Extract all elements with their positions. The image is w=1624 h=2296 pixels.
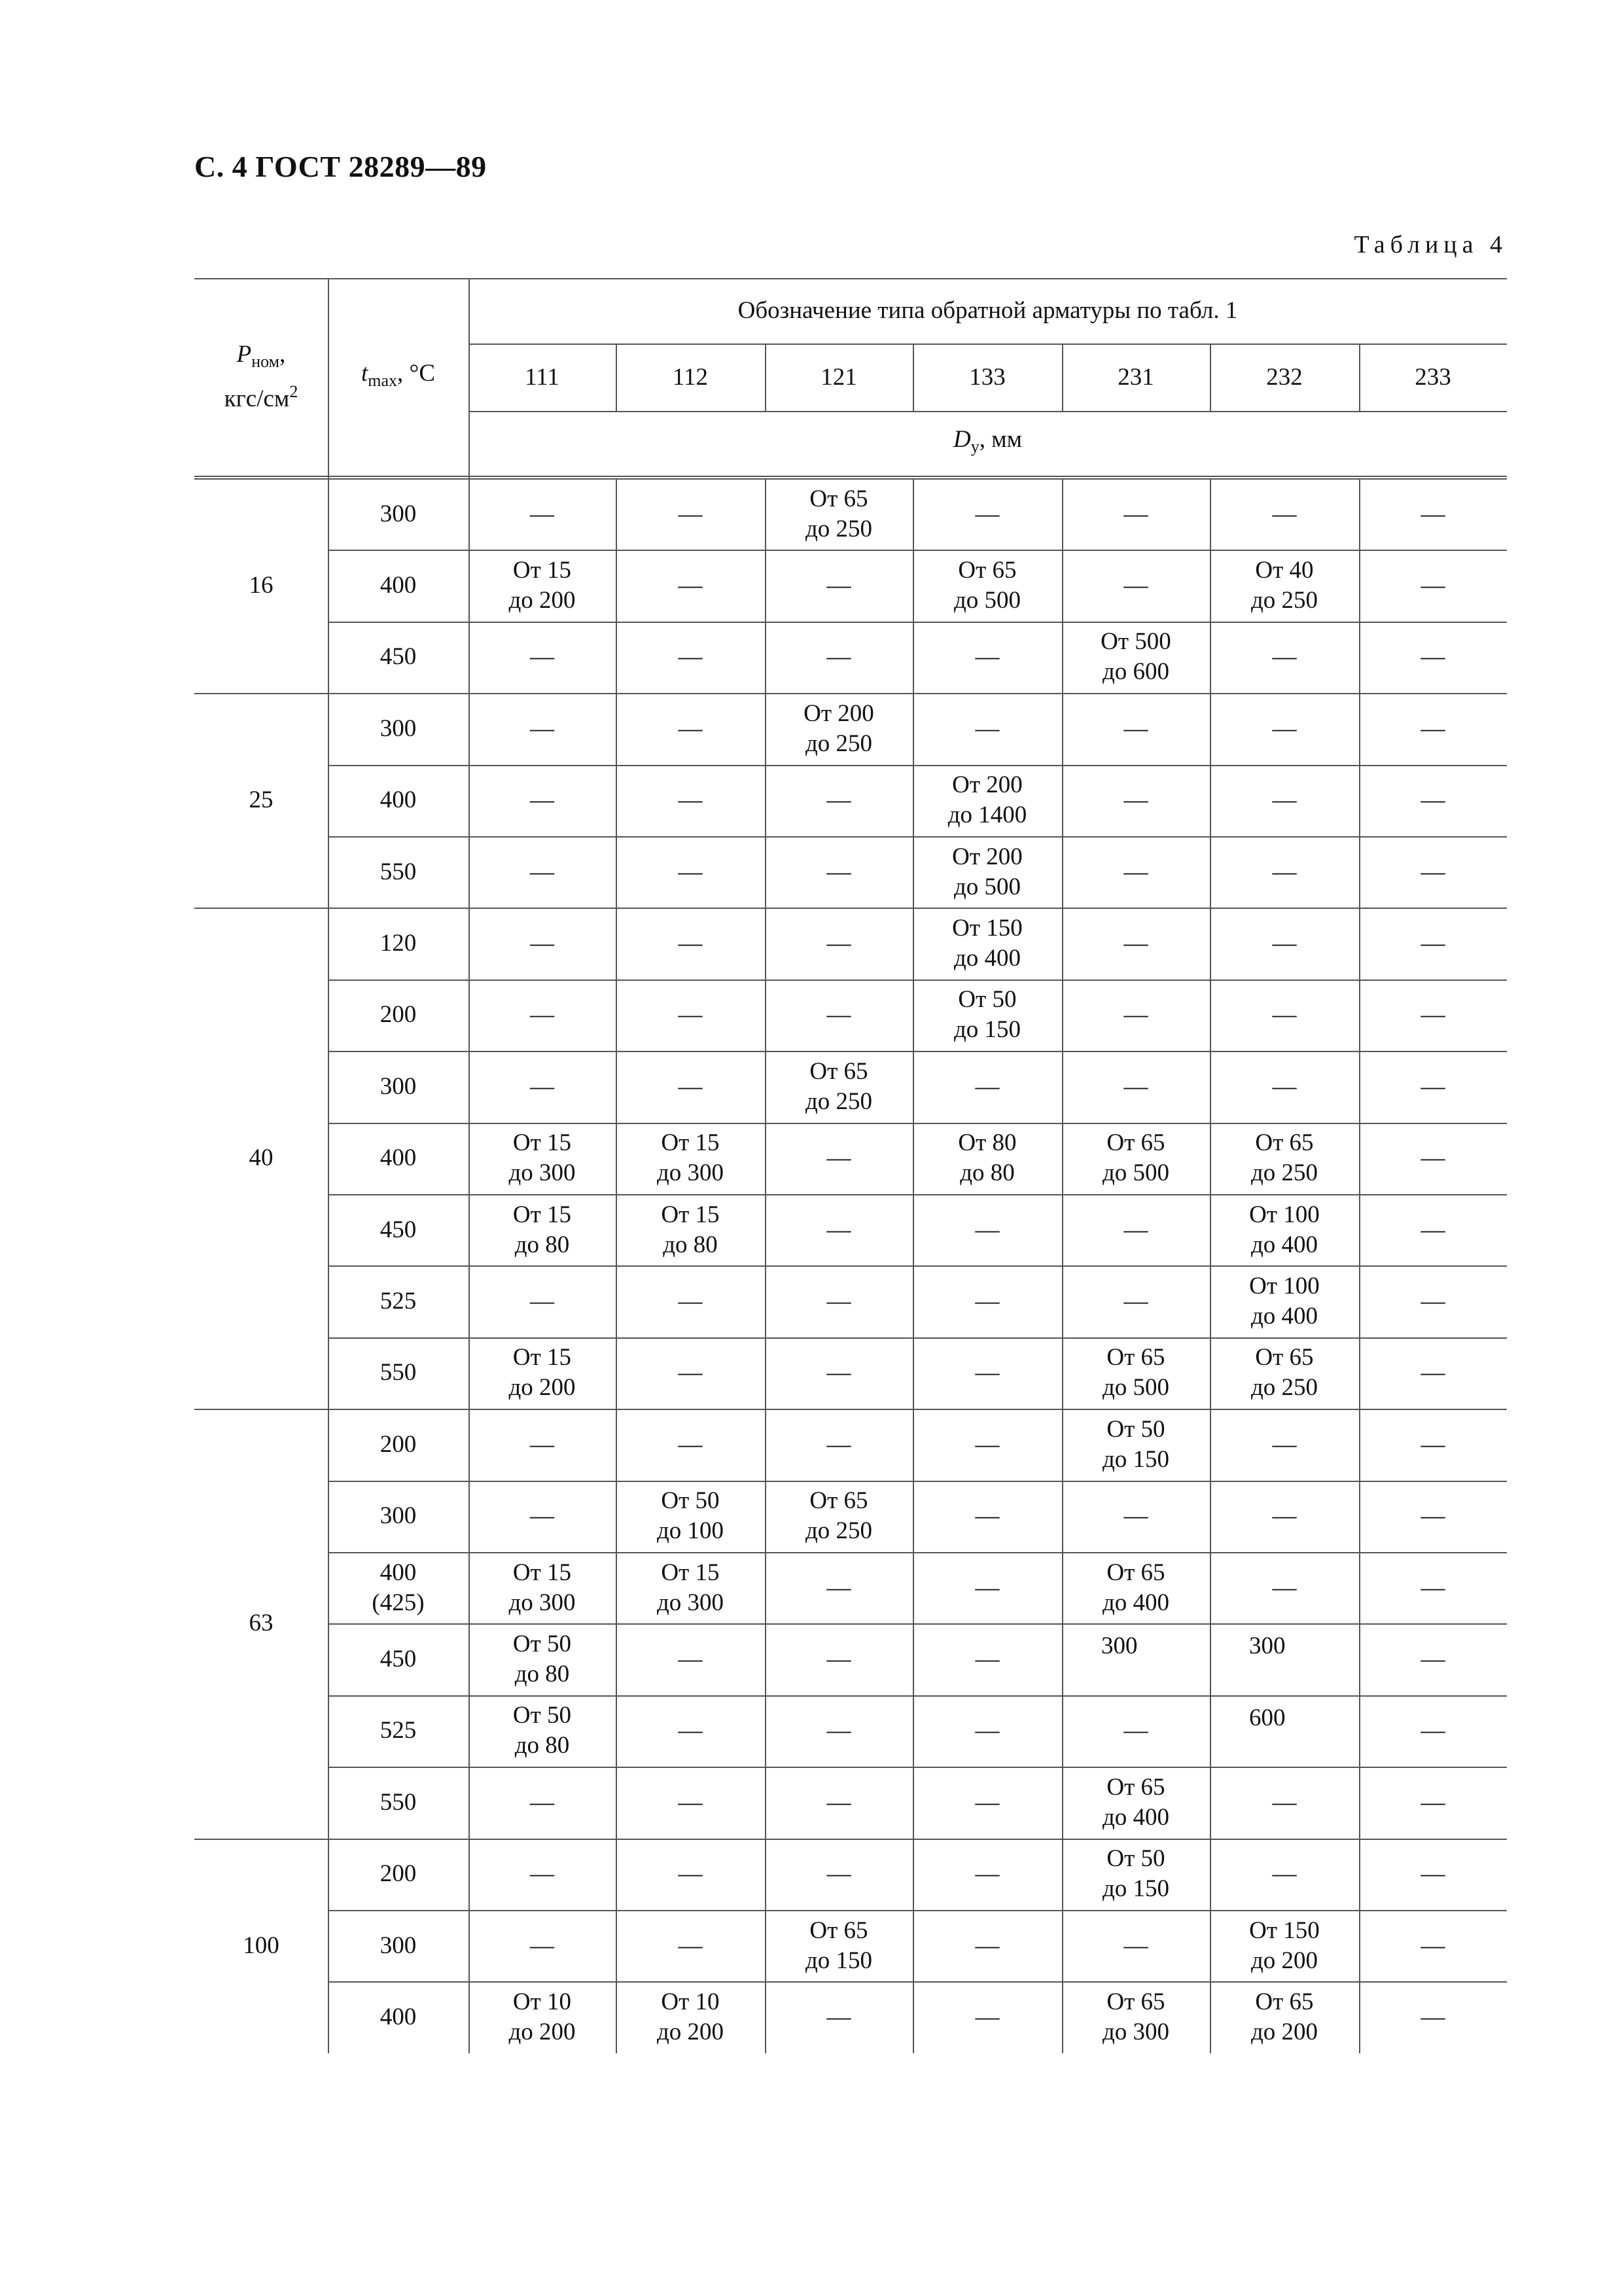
- temperature-cell: 300: [380, 500, 417, 527]
- dy-cell: —: [1123, 1216, 1148, 1243]
- type-header-112: 112: [672, 363, 709, 391]
- dy-cell: —: [975, 1502, 1000, 1530]
- dy-cell: От 10 до 200: [508, 1988, 576, 2046]
- temperature-header: [328, 278, 468, 476]
- dy-cell: —: [1123, 715, 1148, 742]
- dy-cell: От 65 до 150: [805, 1916, 873, 1974]
- dy-cell: —: [530, 786, 554, 814]
- dy-cell: —: [975, 1932, 1000, 1959]
- dy-cell: —: [1272, 930, 1297, 957]
- dy-cell: От 10 до 200: [656, 1988, 724, 2046]
- temperature-cell: 525: [380, 1717, 417, 1744]
- temperature-cell: 200: [380, 1001, 417, 1029]
- dy-cell: —: [826, 643, 851, 671]
- dy-cell: От 200 до 1400: [947, 771, 1027, 829]
- dy-cell: От 200 до 250: [803, 699, 874, 757]
- dy-cell: —: [1421, 572, 1445, 599]
- dy-cell: —: [530, 500, 554, 527]
- temperature-subscript: max: [368, 370, 398, 390]
- dy-cell: —: [1272, 1860, 1297, 1888]
- dy-cell: —: [1421, 1932, 1445, 1959]
- dy-cell: —: [678, 572, 703, 599]
- dy-cell: От 65 до 500: [1102, 1344, 1170, 1402]
- dy-cell: От 50 до 150: [1102, 1845, 1170, 1903]
- dy-cell: От 50 до 150: [953, 986, 1021, 1044]
- dy-cell: От 65 до 250: [1250, 1129, 1318, 1187]
- body-col-rule: [913, 478, 914, 2053]
- temperature-cell: 450: [380, 1216, 417, 1243]
- type-header-231: 231: [1118, 363, 1154, 391]
- dy-cell: От 80 до 80: [958, 1129, 1017, 1187]
- dy-cell: —: [1272, 1072, 1297, 1100]
- dy-cell: —: [678, 715, 703, 742]
- pressure-symbol: P: [236, 341, 252, 368]
- type-header-233: 233: [1415, 363, 1451, 391]
- dy-cell: —: [975, 1717, 1000, 1744]
- temperature-cell: 400: [380, 2004, 417, 2031]
- pressure-cell: 16: [249, 572, 274, 599]
- temperature-cell: 300: [380, 1072, 417, 1100]
- dy-cell: От 50 до 80: [512, 1631, 572, 1688]
- temperature-unit: , °C: [397, 359, 436, 387]
- dy-cell: —: [826, 1144, 851, 1172]
- dy-cell: —: [1123, 1502, 1148, 1530]
- dy-cell: От 65 до 400: [1102, 1773, 1170, 1831]
- dy-cell: —: [530, 858, 554, 885]
- dy-cell: —: [1421, 1359, 1445, 1386]
- pressure-cell: 63: [249, 1610, 274, 1637]
- dy-cell: —: [1123, 1288, 1148, 1315]
- temperature-cell: 450: [380, 1646, 417, 1673]
- dy-cell: —: [1421, 1717, 1445, 1744]
- type-header-111: 111: [525, 363, 559, 391]
- dy-cell: —: [826, 1430, 851, 1458]
- type-header-col-rule: [765, 344, 766, 411]
- dy-cell: —: [1272, 500, 1297, 527]
- header-rule-2: [468, 411, 1507, 412]
- table-top-rule: [194, 278, 1507, 279]
- dy-cell: От 50 до 80: [512, 1702, 572, 1759]
- dy-cell: —: [1421, 1001, 1445, 1029]
- type-header-col-rule: [1210, 344, 1211, 411]
- dy-cell: От 15 до 200: [508, 557, 576, 614]
- dy-cell: —: [826, 858, 851, 885]
- dy-cell: —: [530, 1860, 554, 1888]
- col-rule-1: [328, 278, 329, 2053]
- dy-cell: —: [678, 1359, 703, 1386]
- dy-cell: —: [1421, 2004, 1445, 2031]
- dy-cell: —: [1421, 1646, 1445, 1673]
- dy-cell: От 65 до 250: [805, 1057, 873, 1115]
- dy-cell: —: [530, 1001, 554, 1029]
- dy-cell: —: [1123, 930, 1148, 957]
- dy-cell: От 65 до 200: [1250, 1988, 1318, 2046]
- pressure-subscript: ном: [251, 352, 280, 371]
- dy-cell: —: [1272, 715, 1297, 742]
- dy-cell: —: [1421, 1502, 1445, 1530]
- dy-cell: —: [975, 715, 1000, 742]
- dy-cell: От 100 до 400: [1249, 1201, 1320, 1258]
- dy-cell: —: [1421, 1860, 1445, 1888]
- dy-cell: —: [1421, 1574, 1445, 1601]
- dy-cell: —: [678, 1788, 703, 1816]
- dy-cell: От 15 до 80: [661, 1201, 720, 1258]
- dy-cell: От 500 до 600: [1101, 628, 1171, 686]
- type-group-header: Обозначение типа обратной арматуры по табл. 1: [737, 297, 1238, 324]
- pressure-cell: 100: [243, 1932, 279, 1959]
- dy-cell: —: [530, 1932, 554, 1959]
- dy-cell: От 65 до 250: [805, 485, 873, 542]
- dy-cell: От 100 до 400: [1249, 1273, 1320, 1330]
- dy-cell: —: [1123, 500, 1148, 527]
- dy-cell: —: [975, 1288, 1000, 1315]
- dy-cell: —: [530, 1072, 554, 1100]
- dy-cell: От 15 до 300: [508, 1129, 576, 1187]
- dy-cell: —: [678, 1717, 703, 1744]
- dy-cell: —: [1272, 1001, 1297, 1029]
- dy-cell: —: [1272, 1788, 1297, 1816]
- dy-cell: —: [826, 1717, 851, 1744]
- dy-cell: —: [826, 572, 851, 599]
- dy-cell: —: [826, 1860, 851, 1888]
- dy-cell: —: [678, 1288, 703, 1315]
- dy-cell: —: [826, 1216, 851, 1243]
- dy-cell: 300: [1249, 1633, 1286, 1660]
- dy-cell: —: [530, 930, 554, 957]
- page-title: С. 4 ГОСТ 28289—89: [194, 150, 487, 183]
- dy-cell: —: [826, 1646, 851, 1673]
- dy-cell: —: [1272, 1574, 1297, 1601]
- dy-cell: —: [678, 1646, 703, 1673]
- dy-cell: —: [975, 1574, 1000, 1601]
- dy-cell: —: [975, 2004, 1000, 2031]
- header-rule-1: [468, 344, 1507, 345]
- dy-cell: От 15 до 300: [656, 1559, 724, 1616]
- dy-cell: —: [826, 1288, 851, 1315]
- dy-cell: От 200 до 500: [952, 843, 1023, 900]
- dy-cell: —: [975, 1860, 1000, 1888]
- dy-cell: 300: [1101, 1633, 1138, 1660]
- temperature-cell: 300: [380, 1502, 417, 1530]
- type-header-col-rule: [1359, 344, 1360, 411]
- dy-cell: От 65 до 500: [953, 557, 1021, 614]
- pressure-unit-sup: 2: [289, 382, 298, 401]
- dy-unit: , мм: [979, 426, 1023, 453]
- dy-cell: От 15 до 300: [656, 1129, 724, 1187]
- dy-cell: —: [1421, 786, 1445, 814]
- dy-cell: —: [530, 1288, 554, 1315]
- dy-cell: От 15 до 200: [508, 1344, 576, 1402]
- dy-cell: —: [1421, 930, 1445, 957]
- dy-cell: —: [678, 1072, 703, 1100]
- temperature-cell: 550: [380, 1788, 417, 1816]
- dy-cell: —: [1123, 1717, 1148, 1744]
- dy-cell: —: [1123, 1001, 1148, 1029]
- dy-cell: От 65 до 300: [1102, 1988, 1170, 2046]
- dy-cell: —: [826, 1001, 851, 1029]
- dy-cell: —: [1272, 1502, 1297, 1530]
- body-col-rule: [1210, 478, 1211, 2053]
- dy-cell: —: [1421, 1072, 1445, 1100]
- dy-cell: От 50 до 150: [1102, 1415, 1170, 1473]
- dy-subscript: у: [970, 437, 980, 456]
- dy-cell: —: [1421, 1216, 1445, 1243]
- dy-cell: —: [826, 930, 851, 957]
- type-header-col-rule: [913, 344, 914, 411]
- temperature-symbol: t: [361, 359, 368, 387]
- dy-cell: —: [678, 500, 703, 527]
- dy-cell: —: [1421, 715, 1445, 742]
- dy-cell: От 50 до 100: [656, 1487, 724, 1545]
- dy-cell: От 65 до 400: [1102, 1559, 1170, 1616]
- dy-cell: —: [975, 500, 1000, 527]
- header-bottom-rule: [194, 476, 1507, 477]
- dy-cell: —: [975, 1072, 1000, 1100]
- dy-cell: —: [1421, 858, 1445, 885]
- dy-symbol: D: [953, 426, 971, 453]
- dy-cell: От 65 до 250: [805, 1487, 873, 1545]
- dy-cell: —: [826, 2004, 851, 2031]
- body-col-rule: [1359, 478, 1360, 2053]
- dy-cell: —: [975, 1216, 1000, 1243]
- dy-cell: —: [1123, 572, 1148, 599]
- dy-cell: —: [826, 1574, 851, 1601]
- temperature-cell: 300: [380, 715, 417, 742]
- dy-cell: —: [1123, 858, 1148, 885]
- col-rule-2: [468, 278, 470, 2053]
- temperature-cell: 400: [380, 1144, 417, 1172]
- dy-cell: От 15 до 80: [512, 1201, 572, 1258]
- dy-cell: —: [975, 1788, 1000, 1816]
- temperature-cell: 400 (425): [372, 1559, 425, 1616]
- body-col-rule: [1062, 478, 1063, 2053]
- temperature-cell: 300: [380, 1932, 417, 1959]
- temperature-cell: 400: [380, 572, 417, 599]
- dy-cell: —: [826, 1359, 851, 1386]
- dy-cell: От 150 до 200: [1249, 1916, 1320, 1974]
- type-header-232: 232: [1266, 363, 1303, 391]
- dy-cell: —: [975, 1430, 1000, 1458]
- dy-cell: —: [1272, 858, 1297, 885]
- dy-cell: —: [530, 715, 554, 742]
- dy-cell: От 15 до 300: [508, 1559, 576, 1616]
- dy-cell: —: [975, 643, 1000, 671]
- temperature-cell: 525: [380, 1288, 417, 1315]
- temperature-cell: 450: [380, 643, 417, 671]
- type-header-121: 121: [821, 363, 857, 391]
- dy-cell: —: [1421, 1430, 1445, 1458]
- dy-cell: —: [826, 786, 851, 814]
- dy-cell: —: [678, 643, 703, 671]
- temperature-cell: 200: [380, 1430, 417, 1458]
- pressure-cell: 40: [249, 1144, 274, 1172]
- body-col-rule: [765, 478, 766, 2053]
- type-header-col-rule: [616, 344, 617, 411]
- temperature-cell: 200: [380, 1860, 417, 1888]
- type-header-col-rule: [1062, 344, 1063, 411]
- dy-cell: —: [975, 1359, 1000, 1386]
- dy-cell: 600: [1249, 1704, 1286, 1731]
- dy-header: [468, 411, 1507, 476]
- table-caption: Таблица 4: [1354, 231, 1508, 258]
- pressure-cell: 25: [249, 786, 274, 814]
- temperature-cell: 120: [380, 930, 417, 957]
- pressure-unit: кгс/см: [224, 385, 290, 412]
- dy-cell: От 65 до 250: [1250, 1344, 1318, 1402]
- temperature-cell: 400: [380, 786, 417, 814]
- body-col-rule: [616, 478, 617, 2053]
- dy-cell: —: [678, 1932, 703, 1959]
- pressure-header: $P_{ном}$, кгс/$см^2$: [224, 341, 298, 412]
- dy-cell: —: [678, 858, 703, 885]
- dy-cell: —: [1421, 643, 1445, 671]
- dy-cell: От 65 до 500: [1102, 1129, 1170, 1187]
- dy-cell: От 150 до 400: [952, 915, 1023, 972]
- dy-cell: —: [1123, 1072, 1148, 1100]
- dy-cell: —: [530, 1430, 554, 1458]
- dy-cell: —: [678, 930, 703, 957]
- dy-cell: —: [530, 1788, 554, 1816]
- dy-cell: —: [530, 1502, 554, 1530]
- valve-table: [194, 278, 1507, 2053]
- dy-cell: От 40 до 250: [1250, 557, 1318, 614]
- dy-cell: —: [530, 643, 554, 671]
- dy-cell: —: [1421, 1288, 1445, 1315]
- dy-cell: —: [1123, 1932, 1148, 1959]
- dy-cell: —: [826, 1788, 851, 1816]
- type-header-133: 133: [969, 363, 1006, 391]
- dy-cell: —: [678, 1001, 703, 1029]
- dy-cell: —: [975, 1646, 1000, 1673]
- dy-cell: —: [678, 786, 703, 814]
- dy-cell: —: [1272, 643, 1297, 671]
- dy-cell: —: [1272, 786, 1297, 814]
- dy-cell: —: [1272, 1430, 1297, 1458]
- dy-cell: —: [678, 1430, 703, 1458]
- dy-cell: —: [1421, 500, 1445, 527]
- temperature-cell: 550: [380, 858, 417, 885]
- dy-cell: —: [1421, 1788, 1445, 1816]
- dy-cell: —: [678, 1860, 703, 1888]
- dy-cell: —: [1123, 786, 1148, 814]
- dy-cell: —: [1421, 1144, 1445, 1172]
- temperature-cell: 550: [380, 1359, 417, 1386]
